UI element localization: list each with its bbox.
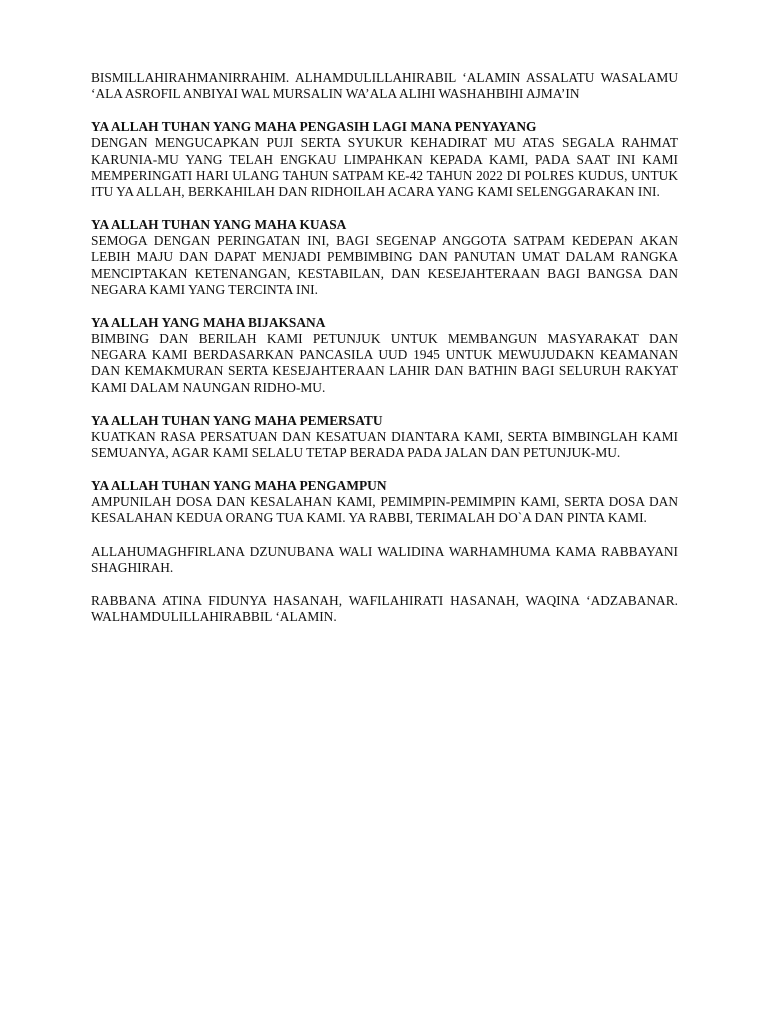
opening-block — [91, 70, 678, 102]
closing-block — [91, 544, 678, 576]
final-prayer: RABBANA ATINA FIDUNYA HASANAH, WAFILAHIRATI HASANAH, WAQINA ‘ADZABANAR. WALHAMDULILLAHIRABBIL ‘ALAMIN. — [91, 593, 678, 625]
section-heading: YA ALLAH TUHAN YANG MAHA KUASA — [91, 217, 347, 233]
section-heading: YA ALLAH TUHAN YANG MAHA PENGAMPUN — [91, 478, 387, 494]
section-body: KUATKAN RASA PERSATUAN DAN KESATUAN DIANTARA KAMI, SERTA BIMBINGLAH KAMI SEMUANYA, AGAR KAMI SELALU TETAP BERADA PADA JALAN DAN PETUNJUK-MU. — [91, 428, 678, 461]
section-kuasa — [91, 217, 678, 298]
section-pemersatu — [91, 413, 678, 461]
opening-paragraph: BISMILLAHIRAHMANIRRAHIM. ALHAMDULILLAHIRABIL ‘ALAMIN ASSALATU WASALAMU ‘ALA ASROFIL ANBIYAI WAL MURSALIN WA’ALA ALIHI WASHAHBIHI AJMA’IN — [91, 70, 678, 102]
section-body: AMPUNILAH DOSA DAN KESALAHAN KAMI, PEMIMPIN-PEMIMPIN KAMI, SERTA DOSA DAN KESALAHAN KEDUA ORANG TUA KAMI. YA RABBI, TERIMALAH DO`A DAN PINTA KAMI. — [91, 494, 678, 526]
section-pengasih — [91, 119, 678, 200]
section-body: SEMOGA DENGAN PERINGATAN INI, BAGI SEGENAP ANGGOTA SATPAM KEDEPAN AKAN LEBIH MAJU DAN DAPAT MENJADI PEMBIMBING DAN PANUTAN UMAT DALAM RANGKA MENCIPTAKAN KETENANGAN, KESTABILAN, DAN KESEJAHTERAAN BAGI BANGSA DAN NEGARA KAMI YANG TERCINTA INI. — [91, 233, 678, 297]
final-block — [91, 593, 678, 625]
closing-prayer: ALLAHUMAGHFIRLANA DZUNUBANA WALI WALIDINA WARHAMHUMA KAMA RABBAYANI SHAGHIRAH. — [91, 543, 678, 575]
section-heading: YA ALLAH YANG MAHA BIJAKSANA — [91, 315, 326, 331]
section-heading: YA ALLAH TUHAN YANG MAHA PENGASIH LAGI MANA PENYAYANG — [91, 119, 537, 135]
section-pengampun — [91, 478, 678, 526]
section-body: DENGAN MENGUCAPKAN PUJI SERTA SYUKUR KEHADIRAT MU ATAS SEGALA RAHMAT KARUNIA-MU YANG TELAH ENGKAU LIMPAHKAN KEPADA KAMI, PADA SAAT INI KAMI MEMPERINGATI HARI ULANG TAHUN SATPAM KE-42 TAHUN 2022 DI POLRES KUDUS, UNTUK ITU YA ALLAH, BERKAHILAH DAN RIDHOILAH ACARA YANG KAMI SELENGGARAKAN INI. — [91, 135, 678, 200]
section-body: BIMBING DAN BERILAH KAMI PETUNJUK UNTUK MEMBANGUN MASYARAKAT DAN NEGARA KAMI BERDASARKAN PANCASILA UUD 1945 UNTUK MEWUJUDAKN KEAMANAN DAN KEMAKMURAN SERTA KESEJAHTERAAN LAHIR DAN BATHIN BAGI SELURUH RAKYAT KAMI DALAM NAUNGAN RIDHO-MU. — [91, 331, 678, 395]
section-bijaksana — [91, 315, 678, 396]
section-heading: YA ALLAH TUHAN YANG MAHA PEMERSATU — [91, 412, 383, 428]
